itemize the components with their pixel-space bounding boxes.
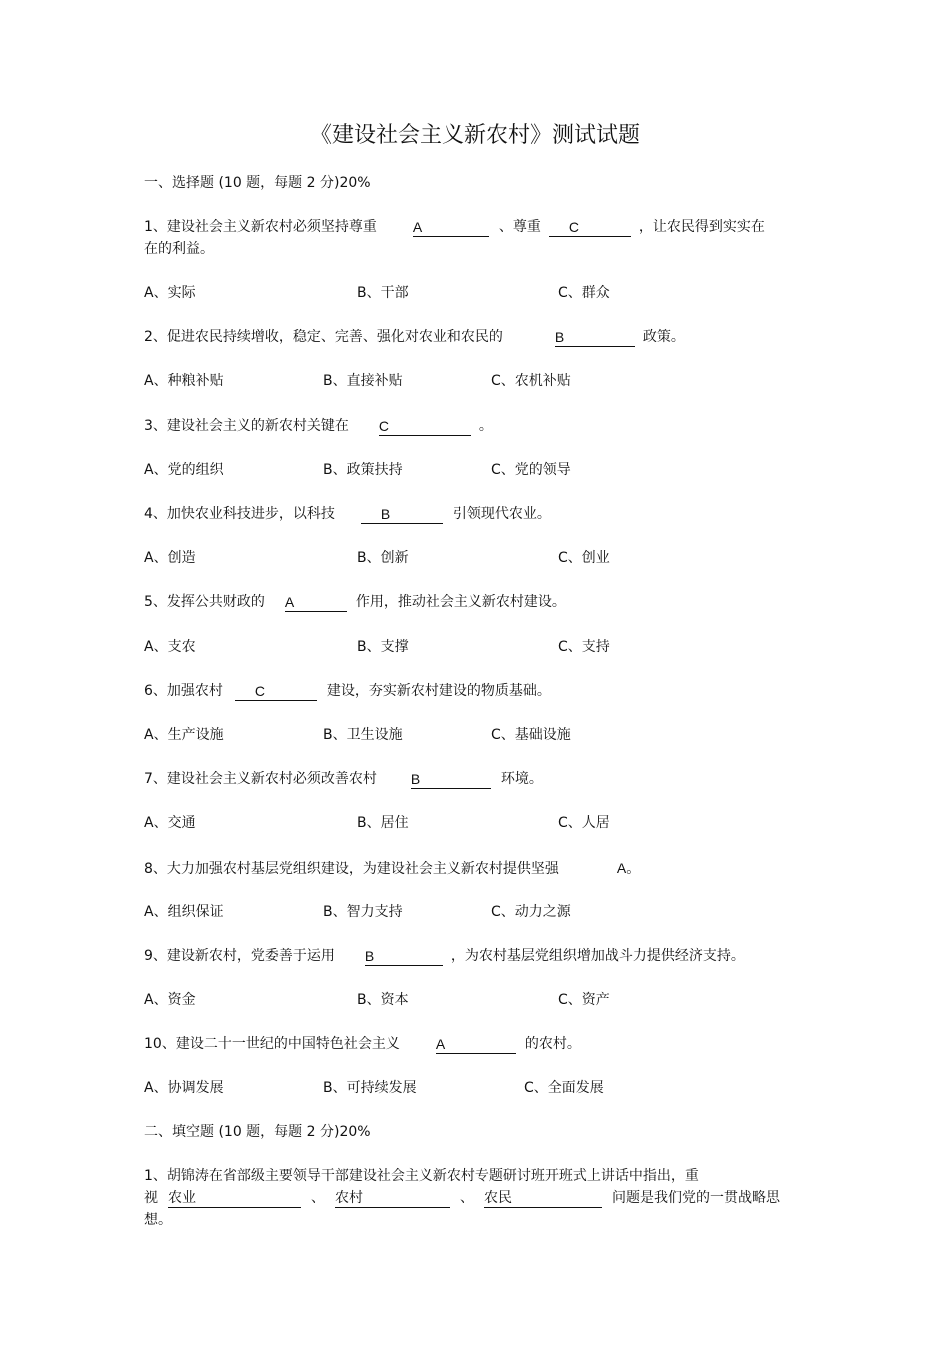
option-b: B、创新 xyxy=(357,550,409,566)
answer-blank: C xyxy=(235,682,317,701)
answer-blank: A xyxy=(285,593,347,612)
question-text: 7、建设社会主义新农村必须改善农村 xyxy=(144,771,377,787)
option-c: C、全面发展 xyxy=(524,1080,604,1096)
option-c: C、人居 xyxy=(558,815,610,831)
question-text: 6、加强农村 xyxy=(144,683,223,699)
question-text: 、 xyxy=(311,1190,325,1206)
question-text: 引领现代农业。 xyxy=(452,506,551,522)
option-a: A、党的组织 xyxy=(144,462,224,478)
question-8 xyxy=(144,858,640,879)
answer-blank: C xyxy=(379,417,471,436)
question-text: 建设，夯实新农村建设的物质基础。 xyxy=(326,683,551,699)
fill-question-1-continued: 想。 xyxy=(144,1212,172,1228)
question-text: ，为农村基层党组织增加战斗力提供经济支持。 xyxy=(450,948,745,964)
question-text: 视 xyxy=(144,1190,158,1206)
fill-question-1-blanks xyxy=(144,1188,780,1208)
option-c: C、支持 xyxy=(558,639,610,655)
option-a: A、种粮补贴 xyxy=(144,373,224,389)
answer-blank: B xyxy=(555,328,635,347)
question-9 xyxy=(144,946,745,966)
option-a: A、创造 xyxy=(144,550,196,566)
option-c: C、群众 xyxy=(558,285,610,301)
answer-text: A。 xyxy=(616,860,641,876)
question-text: 4、加快农业科技进步，以科技 xyxy=(144,506,335,522)
question-text: 10、建设二十一世纪的中国特色社会主义 xyxy=(144,1036,400,1052)
question-10 xyxy=(144,1034,581,1054)
option-b: B、支撑 xyxy=(357,639,409,655)
question-6 xyxy=(144,681,551,701)
option-a: A、实际 xyxy=(144,285,196,301)
question-text: 9、建设新农村，党委善于运用 xyxy=(144,948,335,964)
question-4 xyxy=(144,504,551,524)
option-b: B、智力支持 xyxy=(323,904,403,920)
option-a: A、生产设施 xyxy=(144,727,224,743)
answer-blank: A xyxy=(436,1035,516,1054)
question-text: 3、建设社会主义的新农村关键在 xyxy=(144,418,349,434)
question-5 xyxy=(144,592,566,612)
option-b: B、卫生设施 xyxy=(323,727,403,743)
question-text: 的农村。 xyxy=(524,1036,581,1052)
fill-question-1: 1、胡锦涛在省部级主要领导干部建设社会主义新农村专题研讨班开班式上讲话中指出，重 xyxy=(144,1168,699,1184)
question-text: 环境。 xyxy=(500,771,543,787)
answer-blank: C xyxy=(549,218,631,237)
question-text: 政策。 xyxy=(642,329,685,345)
option-a: A、协调发展 xyxy=(144,1080,224,1096)
answer-blank: B xyxy=(361,505,443,524)
question-text: 5、发挥公共财政的 xyxy=(144,594,265,610)
answer-blank: B xyxy=(411,770,491,789)
question-7 xyxy=(144,769,543,789)
answer-blank: 农业 xyxy=(168,1189,301,1208)
option-b: B、政策扶持 xyxy=(323,462,403,478)
question-text: ，让农民得到实实在 xyxy=(638,219,765,235)
question-text: 、 xyxy=(460,1190,474,1206)
question-text: 问题是我们党的一贯战略思 xyxy=(612,1190,780,1206)
answer-blank: A xyxy=(413,218,489,237)
option-c: C、党的领导 xyxy=(491,462,571,478)
section-header-fill: 二、填空题 (10 题，每题 2 分)20% xyxy=(144,1124,371,1140)
section-header-choice: 一、选择题 (10 题，每题 2 分)20% xyxy=(144,175,371,191)
option-c: C、农机补贴 xyxy=(491,373,571,389)
question-1-continued: 在的利益。 xyxy=(144,241,214,257)
option-c: C、创业 xyxy=(558,550,610,566)
option-b: B、直接补贴 xyxy=(323,373,403,389)
option-c: C、动力之源 xyxy=(491,904,571,920)
option-a: A、资金 xyxy=(144,992,196,1008)
option-a: A、交通 xyxy=(144,815,196,831)
option-c: C、基础设施 xyxy=(491,727,571,743)
option-b: B、可持续发展 xyxy=(323,1080,417,1096)
question-3 xyxy=(144,416,493,436)
question-text: 、尊重 xyxy=(498,219,541,235)
option-a: A、支农 xyxy=(144,639,196,655)
page-title: 《建设社会主义新农村》测试试题 xyxy=(309,123,640,148)
option-b: B、干部 xyxy=(357,285,409,301)
option-b: B、居住 xyxy=(357,815,409,831)
option-a: A、组织保证 xyxy=(144,904,224,920)
question-1 xyxy=(144,217,765,237)
answer-blank: 农村 xyxy=(335,1189,450,1208)
answer-blank: B xyxy=(365,947,443,966)
question-text: 8、大力加强农村基层党组织建设，为建设社会主义新农村提供坚强 xyxy=(144,861,559,877)
option-c: C、资产 xyxy=(558,992,610,1008)
option-b: B、资本 xyxy=(357,992,409,1008)
question-text: 作用，推动社会主义新农村建设。 xyxy=(355,594,566,610)
answer-blank: 农民 xyxy=(484,1189,602,1208)
question-text: 2、促进农民持续增收，稳定、完善、强化对农业和农民的 xyxy=(144,329,503,345)
question-text: 1、建设社会主义新农村必须坚持尊重 xyxy=(144,219,377,235)
question-2 xyxy=(144,327,685,347)
question-text: 。 xyxy=(478,418,493,434)
